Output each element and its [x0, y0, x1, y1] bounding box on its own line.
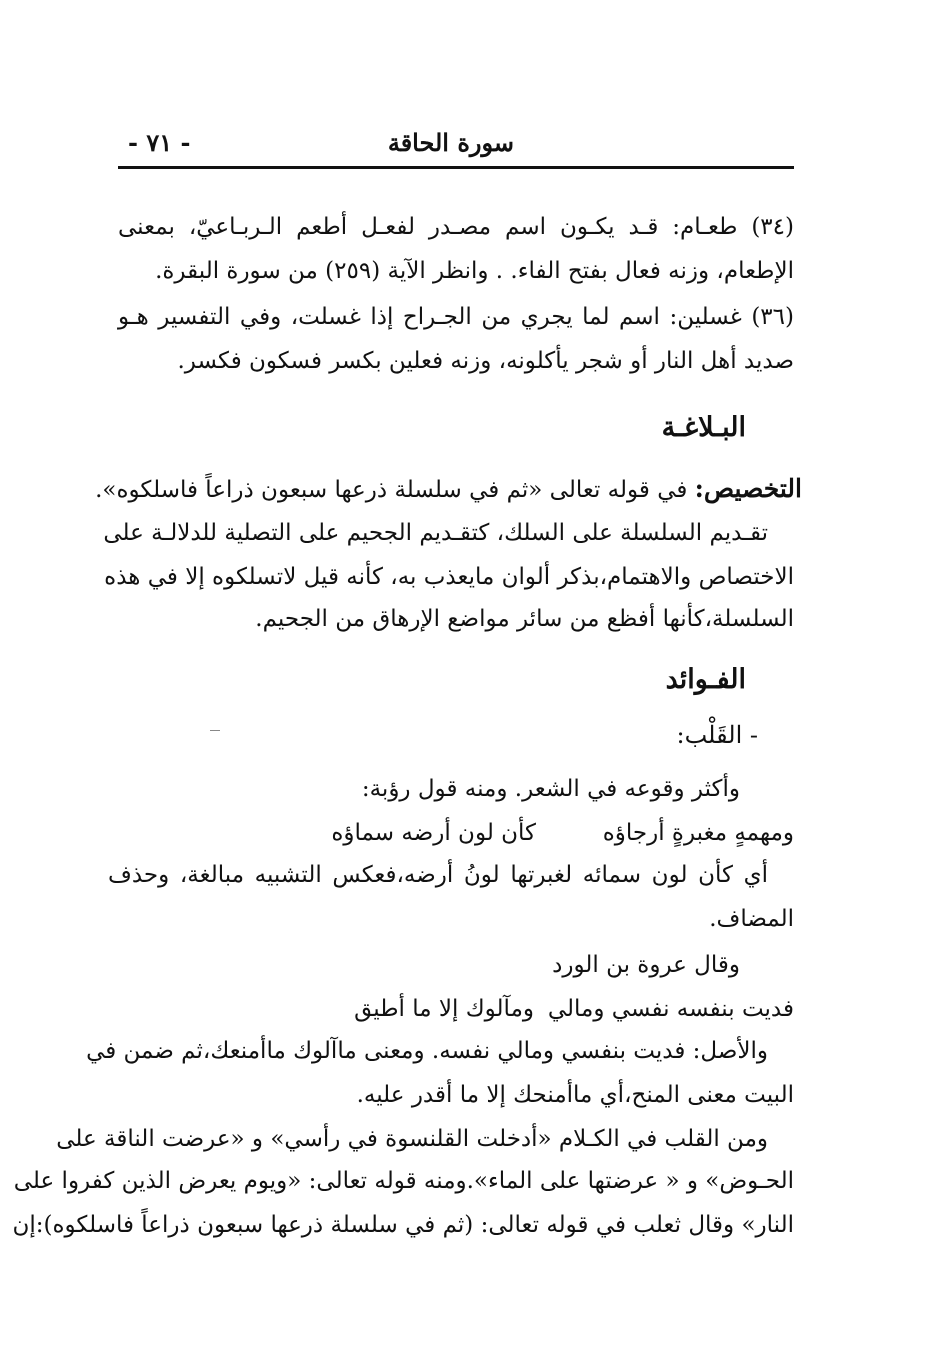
- section-heading-fawaid: الفـوائد: [665, 664, 746, 695]
- fawaid-p3: وقال عروة بن الورد: [552, 952, 740, 978]
- vocab-line-1: (٣٤) طعـام: قـد يكـون اسم مصـدر لفعـل أطعم الـربـاعيّ، بمعنى: [118, 214, 794, 240]
- fawaid-p4-line-1: والأصل: فديت بنفسي ومالي نفسه. ومعنى ماآلوك ماأمنعك،ثم ضمن في: [86, 1038, 768, 1064]
- verse2-first-hemistich: فديت بنفسه نفسي ومالي: [547, 996, 794, 1022]
- page-header: [118, 128, 794, 158]
- fawaid-p2-line-2: المضاف.: [709, 906, 794, 932]
- fawaid-p4-line-2: البيت معنى المنح،أي ماأمنحك إلا ما أقدر عليه.: [356, 1082, 794, 1108]
- verse1-first-hemistich: ومهمهٍ مغبرةٍ أرجاؤه: [602, 820, 794, 846]
- balagha-line-2: الاختصاص والاهتمام،بذكر ألوان مايعذب به، كأنه قيل لاتسلكوه إلا في هذه: [104, 564, 794, 590]
- fawaid-p5-line-2: الحـوض» و « عرضتها على الماء».ومنه قوله تعالى: «ويوم يعرض الذين كفروا على: [13, 1168, 794, 1194]
- verse2-second-hemistich: ومآلوك إلا ما أطيق: [354, 996, 534, 1022]
- takhsis-text: في قوله تعالى «ثم في سلسلة ذرعها سبعون ذراعاً فاسلكوه».: [95, 477, 688, 503]
- vocab-line-4: صديد أهل النار أو شجر يأكلونه، وزنه فعلين بكسر فسكون فكسر.: [177, 348, 794, 374]
- takhsis-line: [95, 474, 802, 504]
- takhsis-term: التخصيص:: [694, 474, 802, 503]
- header-rule: [118, 166, 794, 169]
- verse1-second-hemistich: كأن لون أرضه سماؤه: [331, 820, 536, 846]
- fawaid-p5-line-1: ومن القلب في الكـلام «أدخلت القلنسوة في رأسي» و «عرضت الناقة على: [56, 1126, 768, 1152]
- balagha-line-3: السلسلة،كأنها أفظع من سائر مواضع الإرهاق من الجحيم.: [255, 606, 794, 632]
- fawaid-p5-line-3: النار» وقال ثعلب في قوله تعالى: (ثم في سلسلة ذرعها سبعون ذراعاً فاسلكوه):إن: [12, 1212, 794, 1238]
- page-number: - ٧١ -: [128, 128, 191, 157]
- qalb-subheading: - القَلْب:: [676, 721, 758, 749]
- fawaid-p1: وأكثر وقوعه في الشعر. ومنه قول رؤبة:: [361, 776, 740, 802]
- stray-mark: [210, 730, 220, 731]
- vocab-line-3: (٣٦) غسلين: اسم لما يجري من الجـراح إذا غسلت، وفي التفسير هـو: [118, 304, 794, 330]
- section-heading-balagha: البـلاغـة: [661, 412, 746, 443]
- balagha-line-1: تقـديم السلسلة على السلك، كتقـديم الجحيم على التصلية للدلالـة على: [103, 520, 768, 546]
- surah-title: سورة الحاقة: [387, 128, 514, 157]
- fawaid-p2-line-1: أي كأن لون سمائه لغبرتها لونُ أرضه،فعكس التشبيه مبالغة، وحذف: [108, 862, 769, 888]
- vocab-line-2: الإطعام، وزنه فعال بفتح الفاء. . وانظر الآية (٢٥٩) من سورة البقرة.: [155, 258, 794, 284]
